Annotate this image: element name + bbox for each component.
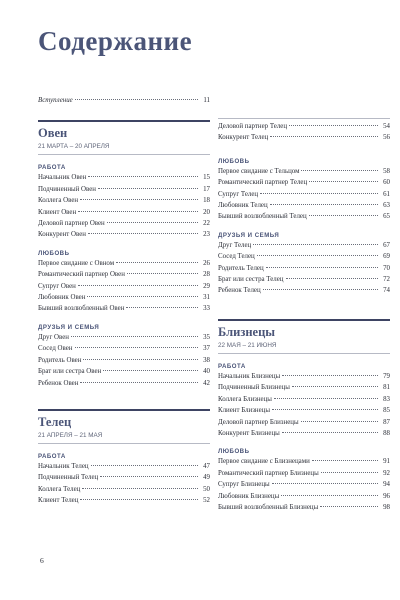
toc-entry-page: 42 [203, 379, 210, 387]
toc-entry-page: 22 [203, 220, 210, 228]
dot-leader [80, 499, 198, 500]
toc-entry-label: Бывший возлюбленный Овен [38, 305, 125, 313]
toc-entry[interactable] [218, 211, 390, 222]
toc-entry[interactable] [218, 121, 390, 132]
toc-entry-label: Подчиненный Близнецы [218, 384, 290, 392]
dot-leader [312, 460, 378, 461]
toc-entry-label: Ребенок Овен [38, 379, 79, 387]
sign-name-taurus: Телец [38, 409, 210, 430]
toc-entry-page: 28 [203, 271, 210, 279]
toc-entry-page: 74 [383, 287, 390, 295]
dot-leader [83, 359, 198, 360]
dot-leader [91, 465, 198, 466]
toc-entry-page: 29 [203, 282, 210, 290]
toc-entry-page: 20 [203, 208, 210, 216]
dot-leader [309, 181, 378, 182]
toc-entry-label: Коллега Близнецы [218, 395, 272, 403]
toc-entry-page: 85 [383, 407, 390, 415]
toc-entry-label: Романтический партнер Телец [218, 179, 308, 187]
dot-leader [260, 193, 378, 194]
toc-entry[interactable] [218, 285, 390, 296]
dot-leader [321, 472, 378, 473]
toc-entry[interactable] [38, 258, 210, 269]
toc-entry-page: 91 [383, 458, 390, 466]
toc-entry-page: 60 [383, 179, 390, 187]
toc-entry-label: Клиент Близнецы [218, 407, 270, 415]
toc-entry[interactable] [218, 251, 390, 262]
toc-entry-label: Подчиненный Овен [38, 185, 96, 193]
toc-entry[interactable] [218, 189, 390, 200]
dot-leader [272, 409, 378, 410]
toc-entry-label: Конкурент Близнецы [218, 429, 280, 437]
toc-entry-label: Начальник Близнецы [218, 372, 281, 380]
dot-leader [78, 285, 198, 286]
toc-entry-label: Начальник Овен [38, 174, 87, 182]
toc-entry-label: Вступление [38, 97, 73, 104]
toc-entry-page: 94 [383, 481, 390, 489]
dot-leader [301, 170, 378, 171]
section-aries [38, 120, 210, 389]
toc-entry[interactable] [38, 281, 210, 292]
toc-entry[interactable] [218, 274, 390, 285]
dot-leader [274, 398, 378, 399]
toc-entry[interactable] [218, 479, 390, 490]
dot-leader [263, 289, 378, 290]
sign-name-aries: Овен [38, 120, 210, 141]
toc-entry-page: 88 [383, 429, 390, 437]
toc-entry[interactable] [38, 195, 210, 206]
toc-entry-label: Сосед Телец [218, 253, 255, 261]
dot-leader [103, 370, 198, 371]
toc-entry[interactable] [38, 343, 210, 354]
dot-leader [100, 476, 198, 477]
toc-entry-page: 70 [383, 264, 390, 272]
dot-leader [292, 386, 378, 387]
toc-entry-page: 92 [383, 469, 390, 477]
sign-dates-aries: 21 МАРТА – 20 АПРЕЛЯ [38, 143, 210, 155]
section-taurus [38, 409, 210, 507]
toc-entry-page: 35 [203, 333, 210, 341]
dot-leader [257, 255, 378, 256]
toc-column-right [218, 118, 390, 513]
toc-entry[interactable] [38, 269, 210, 280]
sign-dates-taurus: 21 АПРЕЛЯ – 21 МАЯ [38, 432, 210, 444]
toc-entry[interactable] [38, 184, 210, 195]
toc-entry-label: Любовник Овен [38, 294, 86, 302]
toc-entry-label: Любовник Близнецы [218, 492, 280, 500]
toc-entry-label: Друг Телец [218, 241, 252, 249]
toc-entry-label: Коллега Телец [38, 485, 81, 493]
toc-entry-page: 58 [383, 167, 390, 175]
toc-entry[interactable] [218, 428, 390, 439]
toc-entry-page: 72 [383, 276, 390, 284]
toc-entry[interactable] [38, 207, 210, 218]
toc-entry[interactable] [38, 292, 210, 303]
toc-entry-label: Деловой партнер Овен [38, 220, 105, 228]
toc-entry[interactable] [38, 229, 210, 240]
toc-entry-page: 79 [383, 372, 390, 380]
toc-entry[interactable] [38, 355, 210, 366]
group-head: ДРУЗЬЯ И СЕМЬЯ [218, 231, 280, 239]
toc-entry-label: Деловой партнер Телец [218, 123, 288, 130]
toc-entry-page: 50 [203, 485, 210, 493]
toc-entry[interactable] [38, 332, 210, 343]
dot-leader [281, 495, 378, 496]
toc-entry-label: Сосед Овен [38, 345, 73, 353]
toc-entry[interactable] [38, 172, 210, 183]
toc-entry-page: 31 [203, 294, 210, 302]
dot-leader [126, 307, 198, 308]
sign-name-gemini: Близнецы [218, 319, 390, 340]
toc-entry[interactable] [38, 218, 210, 229]
toc-entry-label: Первое свидание с Тельцом [218, 167, 300, 175]
toc-entry-page: 81 [383, 384, 390, 392]
group-head: РАБОТА [218, 362, 246, 370]
toc-entry[interactable] [218, 132, 390, 143]
group-head: ЛЮБОВЬ [38, 249, 70, 257]
toc-entry[interactable] [218, 177, 390, 188]
toc-entry-label: Клиент Овен [38, 208, 77, 216]
toc-entry-label: Супруг Близнецы [218, 481, 270, 489]
dot-leader [253, 244, 378, 245]
section-gemini [218, 319, 390, 513]
toc-entry-page: 61 [383, 190, 390, 198]
toc-column-left [38, 95, 210, 507]
toc-entry-label: Родитель Телец [218, 264, 264, 272]
dot-leader [107, 222, 198, 223]
toc-entry-page: 65 [383, 213, 390, 221]
toc-entry[interactable] [218, 491, 390, 502]
toc-entry[interactable] [218, 240, 390, 251]
dot-leader [127, 273, 198, 274]
toc-entry[interactable] [38, 461, 210, 472]
page-title: Содержание [38, 26, 193, 56]
toc-entry-label: Супруг Телец [218, 190, 259, 198]
toc-entry-page: 23 [203, 231, 210, 239]
toc-entry-intro[interactable] [38, 95, 210, 106]
dot-leader [88, 176, 198, 177]
dot-leader [75, 99, 198, 100]
toc-entry-page: 37 [203, 345, 210, 353]
group-head: ЛЮБОВЬ [218, 157, 250, 165]
toc-entry-label: Романтический партнер Близнецы [218, 469, 319, 477]
toc-entry[interactable] [38, 303, 210, 314]
toc-entry[interactable] [218, 166, 390, 177]
dot-leader [270, 204, 378, 205]
toc-entry-label: Брат или сестра Телец [218, 276, 284, 284]
toc-entry-page: 87 [383, 418, 390, 426]
dot-leader [282, 432, 378, 433]
toc-entry-label: Любовник Телец [218, 202, 268, 210]
toc-entry-label: Друг Овен [38, 333, 69, 341]
toc-entry-page: 38 [203, 356, 210, 364]
toc-entry[interactable] [218, 417, 390, 428]
group-head: РАБОТА [38, 164, 66, 172]
toc-entry[interactable] [38, 366, 210, 377]
toc-entry-page: 83 [383, 395, 390, 403]
group-head: РАБОТА [38, 452, 66, 460]
toc-entry[interactable] [38, 495, 210, 506]
toc-entry-label: Клиент Телец [38, 497, 79, 505]
toc-entry[interactable] [218, 456, 390, 467]
toc-entry-label: Первое свидание с Овном [38, 259, 115, 267]
toc-entry-label: Конкурент Овен [38, 231, 86, 239]
toc-entry-page: 15 [203, 174, 210, 182]
dot-leader [320, 506, 378, 507]
dot-leader [282, 375, 378, 376]
toc-entry-page: 18 [203, 197, 210, 205]
dot-leader [82, 488, 198, 489]
dot-leader [88, 233, 198, 234]
toc-entry[interactable] [38, 472, 210, 483]
toc-entry-page: 52 [203, 497, 210, 505]
toc-entry-label: Бывший возлюбленный Телец [218, 213, 307, 221]
toc-entry-page: 67 [383, 241, 390, 249]
toc-entry[interactable] [218, 200, 390, 211]
toc-entry-label: Супруг Овен [38, 282, 76, 290]
section-taurus-continued [218, 118, 390, 297]
toc-entry-page: 96 [383, 492, 390, 500]
toc-entry[interactable] [218, 371, 390, 382]
toc-entry-page: 49 [203, 474, 210, 482]
toc-entry-page: 26 [203, 259, 210, 267]
toc-entry-page: 56 [383, 134, 390, 142]
toc-entry[interactable] [218, 382, 390, 393]
dot-leader [286, 278, 379, 279]
dot-leader [80, 199, 198, 200]
dot-leader [289, 125, 378, 126]
dot-leader [75, 347, 199, 348]
dot-leader [78, 211, 198, 212]
toc-entry[interactable] [38, 484, 210, 495]
dot-leader [71, 336, 198, 337]
toc-entry-label: Первое свидание с Близнецами [218, 458, 310, 466]
dot-leader [87, 296, 198, 297]
group-head: ЛЮБОВЬ [218, 448, 250, 456]
toc-entry-page: 33 [203, 305, 210, 313]
toc-entry-label: Подчиненный Телец [38, 474, 99, 482]
toc-entry-label: Родитель Овен [38, 356, 82, 364]
toc-entry-label: Деловой партнер Близнецы [218, 418, 299, 426]
toc-entry-page: 11 [203, 97, 210, 104]
toc-entry-page: 98 [383, 503, 390, 511]
toc-entry[interactable] [218, 468, 390, 479]
toc-entry-label: Бывший возлюбленный Близнецы [218, 503, 319, 511]
sign-dates-gemini: 22 МАЯ – 21 ИЮНЯ [218, 342, 390, 354]
toc-entry-label: Начальник Телец [38, 462, 89, 470]
toc-entry-label: Конкурент Телец [218, 134, 269, 142]
dot-leader [98, 188, 198, 189]
toc-entry-page: 47 [203, 462, 210, 470]
dot-leader [80, 382, 198, 383]
toc-entry[interactable] [218, 394, 390, 405]
toc-entry[interactable] [218, 263, 390, 274]
page-number: 6 [40, 556, 44, 565]
toc-entry[interactable] [218, 502, 390, 513]
toc-entry-page: 54 [383, 123, 390, 130]
toc-entry-page: 17 [203, 185, 210, 193]
toc-entry[interactable] [218, 405, 390, 416]
toc-entry-label: Ребенок Телец [218, 287, 261, 295]
dot-leader [116, 262, 198, 263]
toc-entry-page: 40 [203, 368, 210, 376]
toc-entry-label: Романтический партнер Овен [38, 271, 125, 279]
dot-leader [309, 215, 378, 216]
dot-leader [272, 483, 378, 484]
toc-entry-page: 63 [383, 202, 390, 210]
dot-leader [266, 267, 378, 268]
dot-leader [301, 421, 378, 422]
toc-entry[interactable] [38, 378, 210, 389]
toc-entry-label: Коллега Овен [38, 197, 79, 205]
group-head: ДРУЗЬЯ И СЕМЬЯ [38, 323, 100, 331]
toc-entry-label: Брат или сестра Овен [38, 368, 102, 376]
toc-entry-page: 69 [383, 253, 390, 261]
dot-leader [270, 136, 378, 137]
